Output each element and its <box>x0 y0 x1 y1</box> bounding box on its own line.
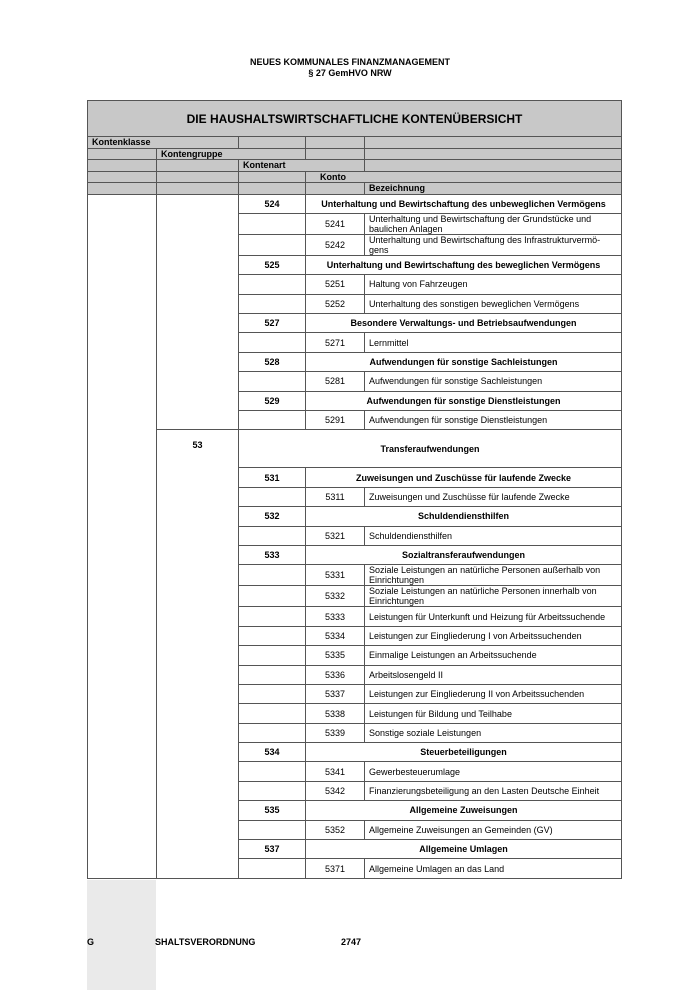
header-row-kontenart <box>88 160 622 172</box>
header-row-konto <box>88 171 622 183</box>
kontenart-code: 537 <box>239 840 306 859</box>
kontenart-label: Unterhaltung und Bewirtschaftung des unbeweglichen Vermögens <box>306 194 622 213</box>
kontenart-code: 532 <box>239 507 306 526</box>
konto-code: 5252 <box>306 294 365 313</box>
kontenart-code: 529 <box>239 391 306 410</box>
konto-code: 5339 <box>306 723 365 742</box>
konto-label: Arbeitslosengeld II <box>365 665 622 684</box>
kontenart-empty <box>239 333 306 352</box>
kontenart-label: Allgemeine Zuweisungen <box>306 801 622 820</box>
kontenart-empty <box>239 646 306 665</box>
kontenart-empty <box>239 372 306 391</box>
konto-code: 5251 <box>306 275 365 294</box>
col-header-kontenklasse: Kontenklasse <box>88 137 239 149</box>
konto-label: Schuldendiensthilfen <box>365 526 622 545</box>
kontenart-empty <box>239 684 306 703</box>
kontenart-empty <box>239 586 306 607</box>
konto-label: Soziale Leistungen an natürliche Personen außerhalb von Einrichtungen <box>365 565 622 586</box>
kontenart-code: 528 <box>239 352 306 371</box>
footer-title: SHALTSVERORDNUNG <box>155 937 256 947</box>
konto-code: 5338 <box>306 704 365 723</box>
kontenart-empty <box>239 704 306 723</box>
konto-label: Aufwendungen für sonstige Sachleistungen <box>365 372 622 391</box>
konto-code: 5342 <box>306 781 365 800</box>
konto-label: Finanzierungsbeteiligung an den Lasten Deutsche Einheit <box>365 781 622 800</box>
konto-label: Unterhaltung und Bewirtschaftung der Grundstücke und baulichen Anlagen <box>365 213 622 234</box>
konto-code: 5334 <box>306 626 365 645</box>
kontengruppe-cell <box>157 194 239 430</box>
header-subtitle: § 27 GemHVO NRW <box>308 68 392 78</box>
konto-label: Soziale Leistungen an natürliche Personen innerhalb von Einrichtungen <box>365 586 622 607</box>
page-number: 2747 <box>341 937 362 947</box>
footer-left: G <box>87 937 95 947</box>
kontenart-empty <box>239 626 306 645</box>
kontenart-empty <box>239 565 306 586</box>
konten-table <box>87 100 622 879</box>
konto-code: 5371 <box>306 859 365 878</box>
konto-code: 5291 <box>306 411 365 430</box>
kontenart-code: 531 <box>239 468 306 487</box>
konto-label: Aufwendungen für sonstige Dienstleistungen <box>365 411 622 430</box>
header-row-kontenklasse <box>88 137 622 149</box>
kontenart-label: Aufwendungen für sonstige Dienstleistungen <box>306 391 622 410</box>
konto-label: Leistungen für Bildung und Teilhabe <box>365 704 622 723</box>
kontenart-label: Aufwendungen für sonstige Sachleistungen <box>306 352 622 371</box>
kontenart-code: 525 <box>239 255 306 274</box>
kontenart-label: Zuweisungen und Zuschüsse für laufende Zwecke <box>306 468 622 487</box>
konto-code: 5341 <box>306 762 365 781</box>
col-header-kontenart: Kontenart <box>239 160 365 172</box>
header-row-kontengruppe <box>88 148 622 160</box>
kontenart-code: 524 <box>239 194 306 213</box>
kontenart-code: 527 <box>239 314 306 333</box>
table-title-row <box>88 101 622 137</box>
kontenart-empty <box>239 665 306 684</box>
kontenart-code: 534 <box>239 743 306 762</box>
kontenart-label: Unterhaltung und Bewirtschaftung des beweglichen Vermögens <box>306 255 622 274</box>
konto-code: 5336 <box>306 665 365 684</box>
kontenart-label: Steuerbeteiligungen <box>306 743 622 762</box>
konto-label: Leistungen zur Eingliederung II von Arbeitssuchenden <box>365 684 622 703</box>
kontenart-label: Besondere Verwaltungs- und Betriebsaufwendungen <box>306 314 622 333</box>
konto-code: 5332 <box>306 586 365 607</box>
kontenart-empty <box>239 723 306 742</box>
konto-code: 5242 <box>306 234 365 255</box>
kontenart-empty <box>239 294 306 313</box>
konto-label: Zuweisungen und Zuschüsse für laufende Zwecke <box>365 487 622 506</box>
konto-code: 5333 <box>306 607 365 626</box>
konto-label: Leistungen für Unterkunft und Heizung für Arbeitssuchende <box>365 607 622 626</box>
kontenklasse-cell <box>88 194 157 878</box>
kontenart-label: Schuldendiensthilfen <box>306 507 622 526</box>
kontenart-code: 533 <box>239 545 306 564</box>
col-header-konto: Konto <box>306 171 622 183</box>
konto-label: Gewerbesteuerumlage <box>365 762 622 781</box>
table-title: DIE HAUSHALTSWIRTSCHAFTLICHE KONTENÜBERSICHT <box>88 101 622 137</box>
konto-code: 5311 <box>306 487 365 506</box>
header-title: NEUES KOMMUNALES FINANZMANAGEMENT <box>250 57 450 67</box>
konto-code: 5281 <box>306 372 365 391</box>
konto-code: 5337 <box>306 684 365 703</box>
kontenart-label: Sozialtransferaufwendungen <box>306 545 622 564</box>
kontenart-empty <box>239 820 306 839</box>
konto-label: Einmalige Leistungen an Arbeitssuchende <box>365 646 622 665</box>
kontenart-code: 535 <box>239 801 306 820</box>
kontenart-empty <box>239 607 306 626</box>
kontenart-empty <box>239 213 306 234</box>
konto-label: Sonstige soziale Leistungen <box>365 723 622 742</box>
kontenart-label: Allgemeine Umlagen <box>306 840 622 859</box>
konto-code: 5352 <box>306 820 365 839</box>
konto-label: Unterhaltung des sonstigen beweglichen Vermögens <box>365 294 622 313</box>
margin-strip <box>87 880 156 990</box>
konto-code: 5321 <box>306 526 365 545</box>
konto-label: Allgemeine Zuweisungen an Gemeinden (GV) <box>365 820 622 839</box>
page-header <box>0 57 700 79</box>
col-header-kontengruppe: Kontengruppe <box>157 148 306 160</box>
group-row <box>88 430 622 468</box>
konto-label: Haltung von Fahrzeugen <box>365 275 622 294</box>
konto-label: Allgemeine Umlagen an das Land <box>365 859 622 878</box>
konto-label: Leistungen zur Eingliederung I von Arbeitssuchenden <box>365 626 622 645</box>
header-row-bezeichnung <box>88 183 622 195</box>
kontenart-empty <box>239 526 306 545</box>
col-header-bezeichnung: Bezeichnung <box>365 183 622 195</box>
kontenart-empty <box>239 487 306 506</box>
konto-label: Lernmittel <box>365 333 622 352</box>
kontengruppe-label: Transferaufwendungen <box>239 430 622 468</box>
konto-label: Unterhaltung und Bewirtschaftung des Infrastrukturvermö-gens <box>365 234 622 255</box>
konto-code: 5335 <box>306 646 365 665</box>
konto-code: 5241 <box>306 213 365 234</box>
konto-code: 5271 <box>306 333 365 352</box>
konto-code: 5331 <box>306 565 365 586</box>
table-row <box>88 194 622 213</box>
kontenart-empty <box>239 411 306 430</box>
kontengruppe-code: 53 <box>157 430 239 878</box>
kontenart-empty <box>239 234 306 255</box>
kontenart-empty <box>239 781 306 800</box>
kontenart-empty <box>239 762 306 781</box>
kontenart-empty <box>239 859 306 878</box>
kontenart-empty <box>239 275 306 294</box>
